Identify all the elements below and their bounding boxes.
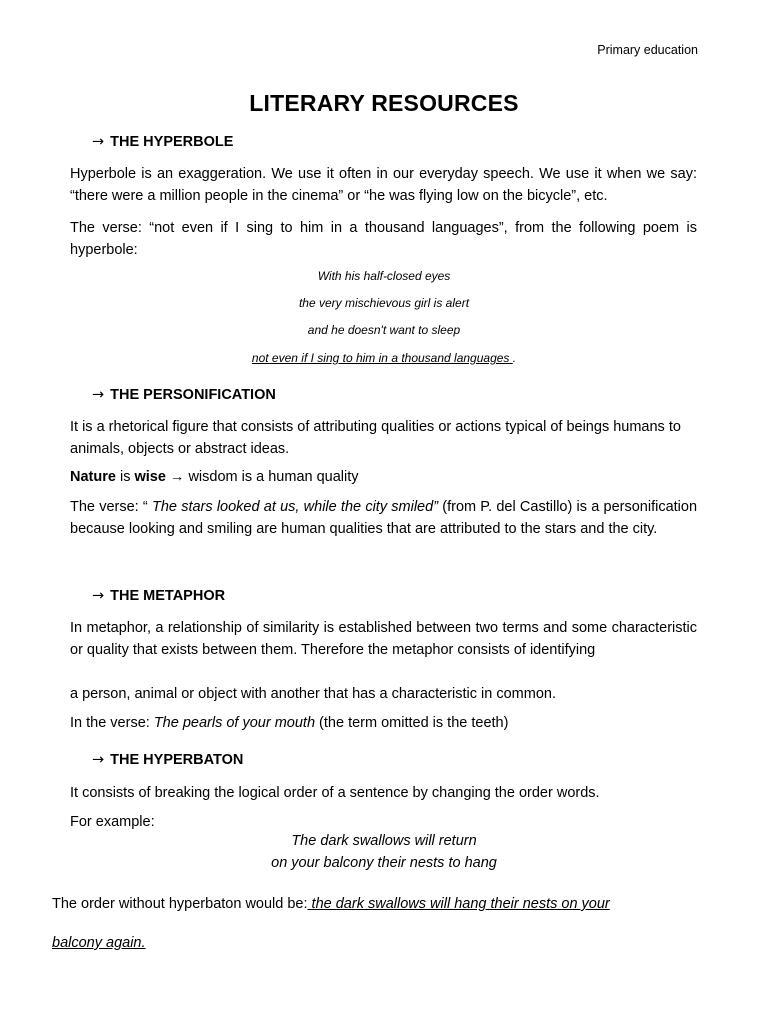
arrow-icon: → (92, 134, 105, 150)
page-title: LITERARY RESOURCES (249, 90, 519, 116)
metaphor-verse: In the verse: The pearls of your mouth (the term omitted is the teeth) (70, 715, 509, 731)
personification-example: Nature is wise → wisdom is a human quality (70, 469, 359, 485)
personification-verse: The verse: “ The stars looked at us, while the city smiled” (from P. del Castillo) is a personification because looking and smiling are human qualities that are attributed to the stars and the city. (70, 499, 698, 537)
poem-line: and he doesn't want to sleep (307, 323, 461, 337)
section-heading-hyperbole: → THE HYPERBOLE (92, 134, 234, 150)
personification-definition: It is a rhetorical figure that consists of attributing qualities or actions typical of beings humans to animals, objects or abstract ideas. (70, 419, 681, 457)
poem-line-underlined: not even if I sing to him in a thousand languages . (251, 351, 517, 365)
hyperbaton-definition: It consists of breaking the logical order of a sentence by changing the order words. (70, 785, 600, 801)
poem-line: With his half-closed eyes (317, 269, 451, 283)
hyperbole-definition: Hyperbole is an exaggeration. We use it often in our everyday speech. We use it when we say: “there were a million people in the cinema” or “he was flying low on the bicycle”, etc. (70, 166, 697, 204)
header-note: Primary education (597, 43, 698, 57)
hyperbaton-example-line: The dark swallows will return (291, 833, 477, 849)
metaphor-definition: In metaphor, a relationship of similarity is established between two terms and some characteristic or quality that exists between them. Therefore the metaphor consists of identifying (70, 620, 697, 658)
section-heading-personification: → THE PERSONIFICATION (92, 387, 276, 403)
section-heading-hyperbaton: → THE HYPERBATON (92, 752, 244, 768)
section-heading-metaphor: → THE METAPHOR (92, 588, 226, 604)
hyperbaton-example-line: on your balcony their nests to hang (271, 855, 497, 871)
poem-line: the very mischievous girl is alert (298, 296, 470, 310)
hyperbaton-for-example: For example: (70, 814, 155, 830)
hyperbaton-order-line-1: The order without hyperbaton would be: the dark swallows will hang their nests on your (52, 896, 610, 912)
hyperbaton-order-line-2: balcony again. (52, 935, 146, 951)
hyperbole-verse-intro: The verse: “not even if I sing to him in a thousand languages”, from the following poem is hyperbole: (70, 220, 697, 258)
arrow-icon: → (92, 752, 105, 768)
arrow-icon: → (92, 588, 105, 604)
arrow-icon: → (92, 387, 105, 403)
metaphor-definition-cont: a person, animal or object with another that has a characteristic in common. (70, 686, 556, 702)
